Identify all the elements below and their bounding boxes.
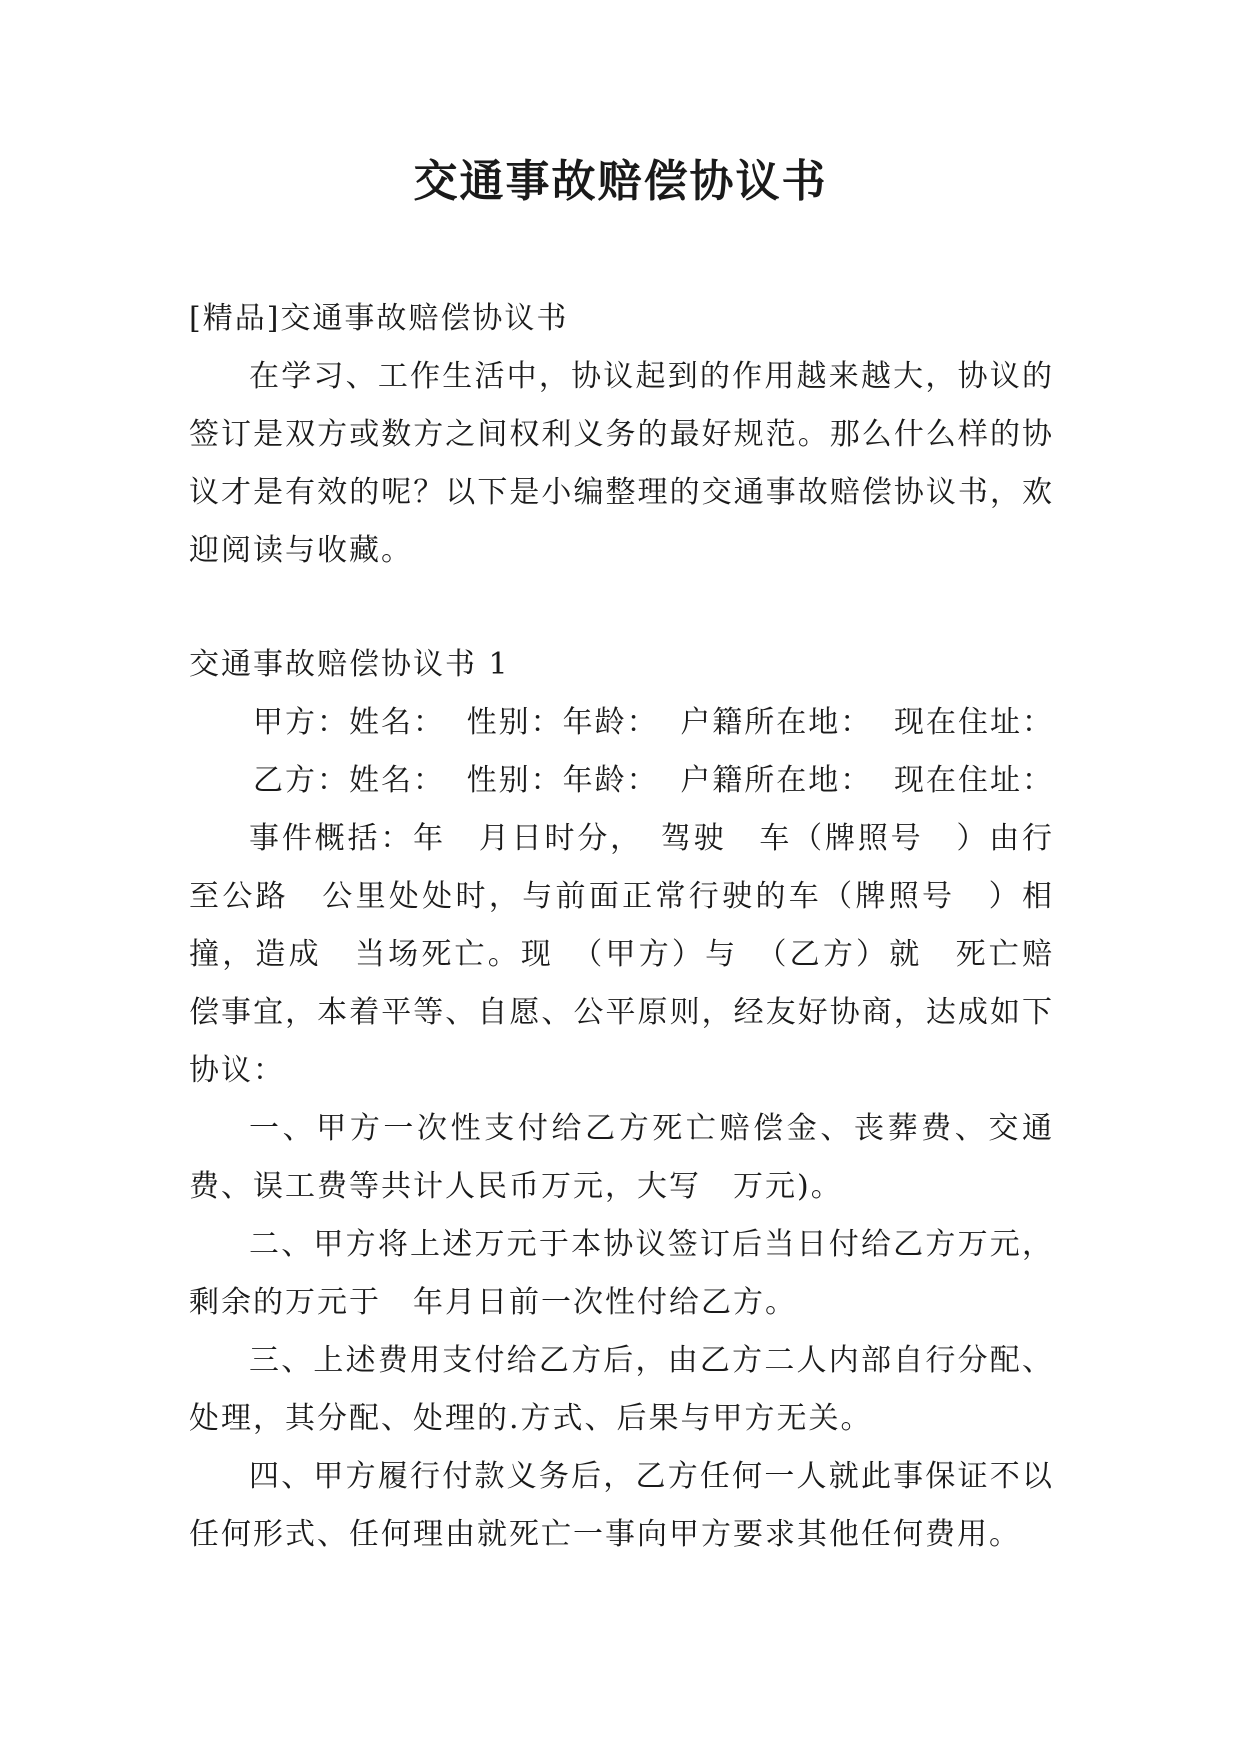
document-title: 交通事故赔偿协议书 [413, 156, 828, 207]
header-line: [精品]交通事故赔偿协议书 [189, 301, 569, 336]
party-a-gender: 性别：年龄： [466, 705, 659, 740]
party-b-household: 户籍所在地： [680, 763, 873, 798]
clause-1: 一、甲方一次性支付给乙方死亡赔偿金、丧葬费、交通费、误工费等共计人民币万元，大写 万元)。 [189, 1111, 1054, 1204]
document-body [189, 290, 1054, 1564]
party-b-row [189, 752, 1054, 810]
party-a-row [189, 694, 1054, 752]
clause-2: 二、甲方将上述万元于本协议签订后当日付给乙方万元，剩余的万元于 年月日前一次性付给乙方。 [189, 1227, 1054, 1320]
section-title: 交通事故赔偿协议书 1 [189, 647, 510, 682]
party-a-address: 现在住址： [893, 705, 1054, 740]
party-b-label: 乙方：姓名： [253, 763, 445, 798]
clause-4: 四、甲方履行付款义务后，乙方任何一人就此事保证不以任何形式、任何理由就死亡一事向甲方要求其他任何费用。 [189, 1459, 1054, 1552]
party-b-address: 现在住址： [893, 763, 1054, 798]
party-a-label: 甲方：姓名： [253, 705, 445, 740]
intro-paragraph: 在学习、工作生活中，协议起到的作用越来越大，协议的签订是双方或数方之间权利义务的最好规范。那么什么样的协议才是有效的呢？以下是小编整理的交通事故赔偿协议书，欢迎阅读与收藏。 [189, 359, 1054, 568]
clause-3: 三、上述费用支付给乙方后，由乙方二人内部自行分配、处理，其分配、处理的.方式、后果与甲方无关。 [189, 1343, 1054, 1436]
party-a-household: 户籍所在地： [680, 705, 873, 740]
incident-paragraph: 事件概括：年 月日时分， 驾驶 车（牌照号 ）由行至公路 公里处处时，与前面正常行驶的车（牌照号 ）相撞，造成 当场死亡。现 （甲方）与 （乙方）就 死亡赔偿事宜，本着平等、自愿、公平原则，经友好协商，达成如下协议： [189, 821, 1054, 1088]
party-b-gender: 性别：年龄： [466, 763, 659, 798]
